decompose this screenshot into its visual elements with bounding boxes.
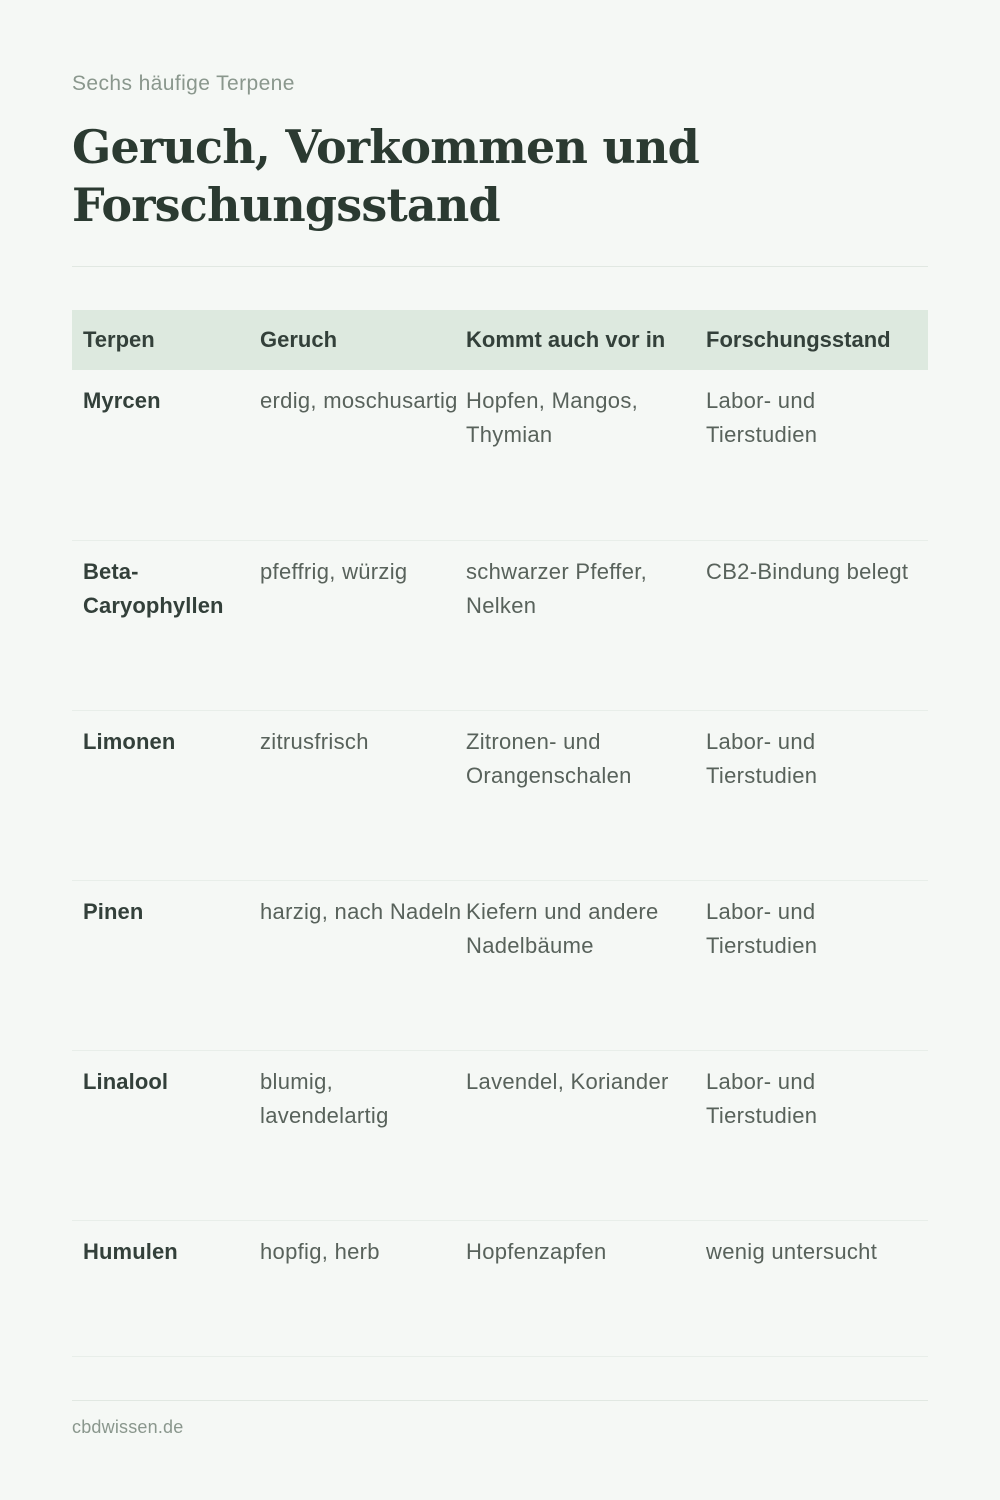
cell-forschungsstand: Labor- und Tierstudien <box>706 899 818 958</box>
table-row <box>72 1050 928 1220</box>
cell-terpen: Linalool <box>83 1069 169 1094</box>
cell-forschungsstand: wenig untersucht <box>706 1239 878 1264</box>
cell-forschungsstand: CB2-Bindung belegt <box>706 559 909 584</box>
terpene-table <box>72 310 928 1357</box>
cell-vorkommen: Lavendel, Koriander <box>466 1069 669 1094</box>
cell-terpen: Myrcen <box>83 388 161 413</box>
cell-terpen: Pinen <box>83 899 144 924</box>
cell-geruch: harzig, nach Nadeln <box>260 899 462 924</box>
cell-forschungsstand: Labor- und Tierstudien <box>706 729 818 788</box>
column-header-geruch: Geruch <box>260 327 338 352</box>
table-row <box>72 1220 928 1357</box>
cell-terpen: Humulen <box>83 1239 178 1264</box>
cell-forschungsstand: Labor- und Tierstudien <box>706 1069 818 1128</box>
cell-forschungsstand: Labor- und Tierstudien <box>706 388 818 447</box>
table-row <box>72 370 928 540</box>
cell-geruch: pfeffrig, würzig <box>260 559 408 584</box>
table-row <box>72 880 928 1050</box>
table-header <box>72 310 928 370</box>
column-header-terpen: Terpen <box>83 327 155 352</box>
footer-source: cbdwissen.de <box>72 1417 184 1437</box>
table-body <box>72 370 928 1357</box>
divider-bottom <box>72 1400 928 1401</box>
page-title: Geruch, Vorkommen und Forschungsstand <box>72 120 699 232</box>
cell-geruch: hopfig, herb <box>260 1239 380 1264</box>
cell-vorkommen: Zitronen- und Orangenschalen <box>466 729 632 788</box>
cell-vorkommen: schwarzer Pfeffer, Nelken <box>466 559 648 618</box>
cell-vorkommen: Hopfen, Mangos, Thymian <box>466 388 639 447</box>
cell-terpen: Beta-Caryophyllen <box>83 559 224 618</box>
divider-top <box>72 266 928 267</box>
cell-geruch: zitrusfrisch <box>260 729 369 754</box>
column-header-vorkommen: Kommt auch vor in <box>466 327 666 352</box>
table-row <box>72 540 928 710</box>
cell-terpen: Limonen <box>83 729 176 754</box>
cell-vorkommen: Kiefern und andere Nadelbäume <box>466 899 659 958</box>
cell-geruch: erdig, moschusartig <box>260 388 458 413</box>
table-row <box>72 710 928 880</box>
cell-geruch: blumig, lavendelartig <box>260 1069 389 1128</box>
column-header-forschungsstand: Forschungsstand <box>706 327 891 352</box>
cell-vorkommen: Hopfenzapfen <box>466 1239 607 1264</box>
eyebrow-label: Sechs häufige Terpene <box>72 72 295 95</box>
